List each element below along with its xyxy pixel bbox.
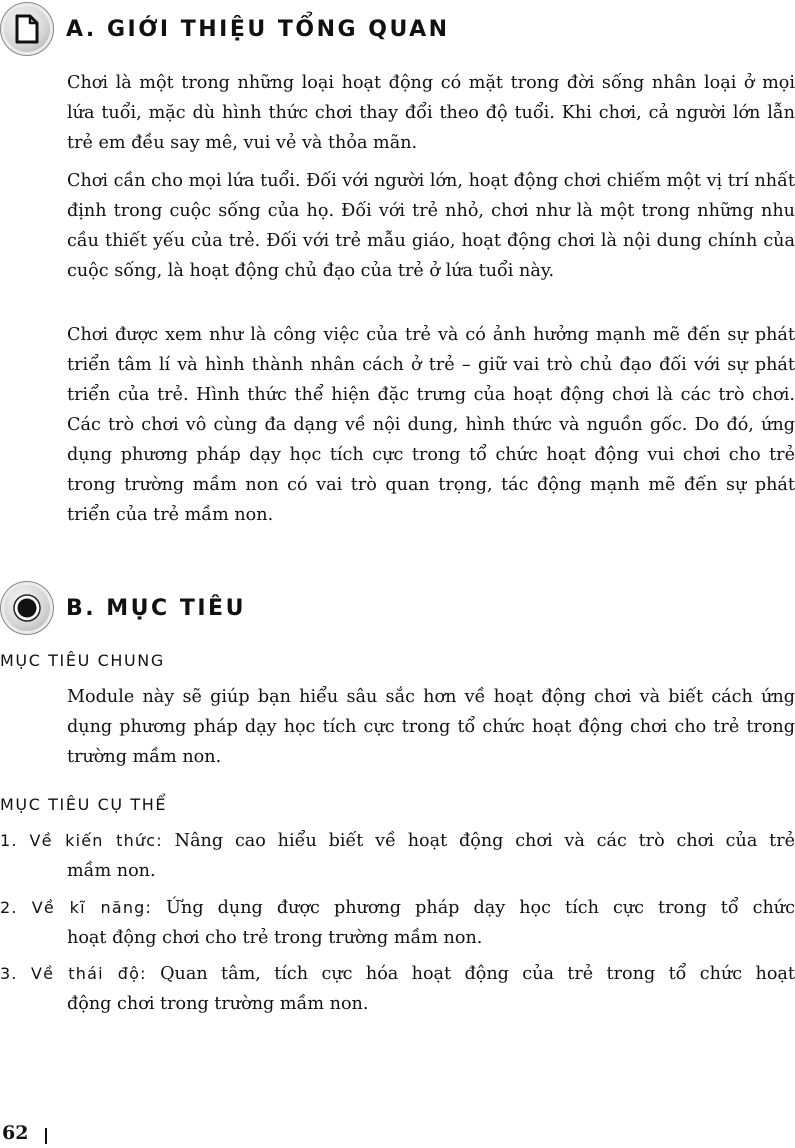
item-text-continued: động chơi trong trường mầm non. (67, 994, 369, 1014)
item-number: 2. (0, 898, 18, 917)
target-icon (0, 581, 54, 635)
item-text: Quan tâm, tích cực hóa hoạt động của trẻ trong tổ chức hoạt (160, 964, 795, 984)
item-text: Ứng dụng được phương pháp dạy học tích cực trong tổ chức (166, 898, 795, 918)
item-number: 3. (0, 964, 18, 983)
general-objective-text: Module này sẽ giúp bạn hiểu sâu sắc hơn về hoạt động chơi và biết cách ứng dụng phương pháp dạy học tích cực trong tổ chức hoạt động chơi cho trẻ trong trường mầm non. (67, 687, 795, 767)
item-text-continued: hoạt động chơi cho trẻ trong trường mầm non. (67, 928, 483, 948)
document-icon (0, 2, 54, 56)
objective-item-skills (0, 893, 795, 953)
objective-item-attitude (0, 959, 795, 1019)
page-number: 62 (2, 1122, 29, 1144)
section-b-heading (0, 581, 246, 635)
intro-paragraph-3: Chơi được xem như là công việc của trẻ và có ảnh hưởng mạnh mẽ đến sự phát triển tâm lí và hình thành nhân cách ở trẻ – giữ vai trò chủ đạo đối với sự phát triển của trẻ. Hình thức thể hiện đặc trưng của hoạt động chơi là các trò chơi. Các trò chơi vô cùng đa dạng về nội dung, hình thức và nguồn gốc. Do đó, ứng dụng phương pháp dạy học tích cực trong tổ chức hoạt động vui chơi cho trẻ trong trường mầm non có vai trò quan trọng, tác động mạnh mẽ đến sự phát triển của trẻ mầm non. (67, 325, 795, 525)
section-a-heading (0, 2, 450, 56)
item-text-continued: mầm non. (67, 861, 156, 881)
section-a-title: A. GIỚI THIỆU TỔNG QUAN (66, 16, 450, 42)
page-number-divider (45, 1128, 47, 1144)
item-key: Về kiến thức: (29, 831, 163, 850)
specific-objectives-title: MỤC TIÊU CỤ THỂ (0, 795, 168, 814)
item-text: Nâng cao hiểu biết về hoạt động chơi và các trò chơi của trẻ (174, 831, 795, 851)
intro-paragraph-1: Chơi là một trong những loại hoạt động có mặt trong đời sống nhân loại ở mọi lứa tuổi, mặc dù hình thức chơi thay đổi theo độ tuổi. Khi chơi, cả người lớn lẫn trẻ em đều say mê, vui vẻ và thỏa mãn. (67, 73, 795, 153)
item-number: 1. (0, 831, 18, 850)
item-key: Về thái độ: (31, 964, 147, 983)
item-key: Về kĩ năng: (31, 898, 153, 917)
intro-paragraph-2: Chơi cần cho mọi lứa tuổi. Đối với người lớn, hoạt động chơi chiếm một vị trí nhất định trong cuộc sống của họ. Đối với trẻ nhỏ, chơi như là một trong những nhu cầu thiết yếu của trẻ. Đối với trẻ mẫu giáo, hoạt động chơi là nội dung chính của cuộc sống, là hoạt động chủ đạo của trẻ ở lứa tuổi này. (67, 171, 795, 281)
objective-item-knowledge (0, 826, 795, 886)
section-b-title: B. MỤC TIÊU (66, 595, 246, 621)
general-objective-title: MỤC TIÊU CHUNG (0, 651, 165, 670)
